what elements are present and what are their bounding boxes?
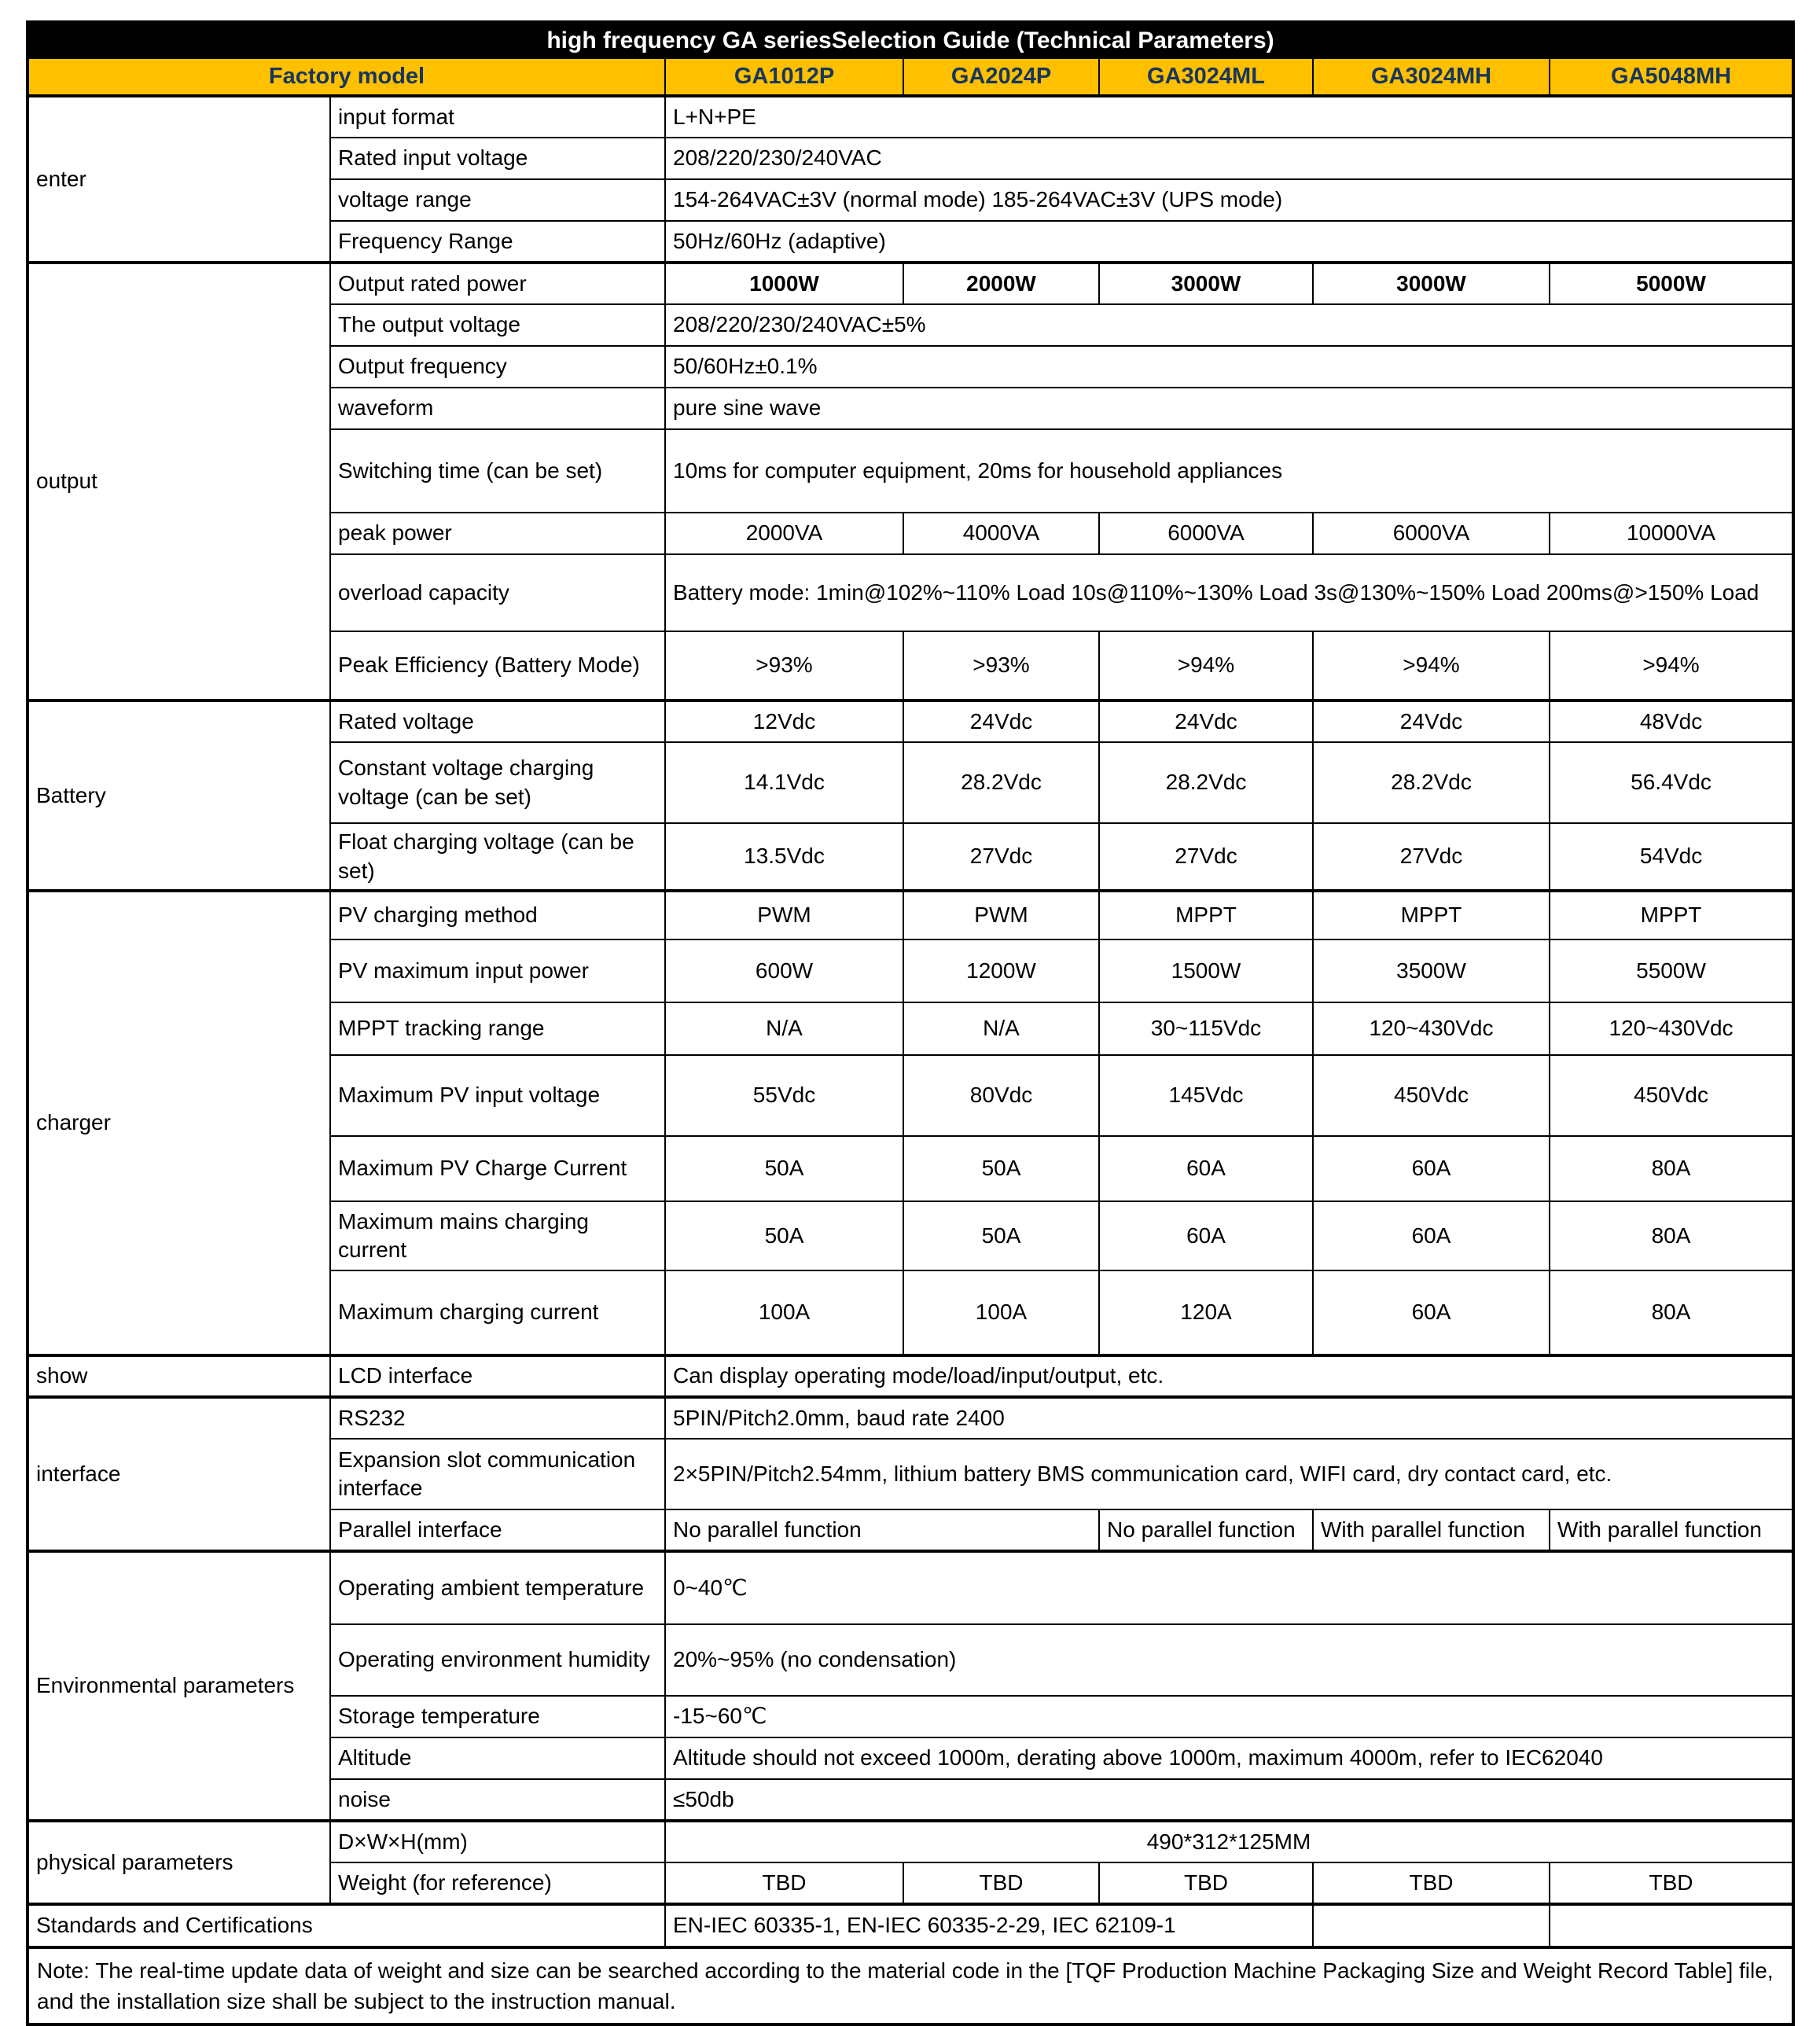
value-float-voltage-ga5048mh: 54Vdc xyxy=(1550,823,1793,891)
value-output-voltage: 208/220/230/240VAC±5% xyxy=(665,304,1793,346)
value-peak-efficiency-ga2024p: >93% xyxy=(903,631,1099,700)
value-max-pv-input-voltage-ga2024p: 80Vdc xyxy=(903,1055,1099,1136)
value-max-mains-charging-current-ga3024ml: 60A xyxy=(1099,1201,1313,1270)
value-operating-temp: 0~40℃ xyxy=(665,1551,1793,1624)
param-altitude: Altitude xyxy=(330,1737,665,1779)
value-max-pv-input-voltage-ga3024mh: 450Vdc xyxy=(1313,1055,1550,1136)
param-rated-input-voltage: Rated input voltage xyxy=(330,138,665,179)
value-mppt-tracking-range-ga5048mh: 120~430Vdc xyxy=(1550,1002,1793,1055)
value-float-voltage-ga1012p: 13.5Vdc xyxy=(665,823,903,891)
param-dimensions: D×W×H(mm) xyxy=(330,1821,665,1862)
value-float-voltage-ga3024mh: 27Vdc xyxy=(1313,823,1550,891)
value-pv-charging-method-ga3024ml: MPPT xyxy=(1099,891,1313,939)
param-max-mains-charging-current: Maximum mains charging current xyxy=(330,1201,665,1270)
section-label-enter: enter xyxy=(28,96,330,263)
value-dimensions: 490*312*125MM xyxy=(665,1821,1793,1862)
param-operating-temp: Operating ambient temperature xyxy=(330,1551,665,1624)
value-max-charging-current-ga5048mh: 80A xyxy=(1550,1270,1793,1355)
value-parallel-interface-ga3024ml: No parallel function xyxy=(1099,1509,1313,1551)
value-expansion-slot: 2×5PIN/Pitch2.54mm, lithium battery BMS communication card, WIFI card, dry contact card, etc. xyxy=(665,1439,1793,1509)
param-overload-capacity: overload capacity xyxy=(330,554,665,631)
value-peak-power-ga5048mh: 10000VA xyxy=(1550,513,1793,554)
section-label-output: output xyxy=(28,263,330,700)
value-weight-ga3024ml: TBD xyxy=(1099,1862,1313,1904)
value-peak-power-ga2024p: 4000VA xyxy=(903,513,1099,554)
section-label-charger: charger xyxy=(28,891,330,1355)
value-constant-voltage-ga3024mh: 28.2Vdc xyxy=(1313,742,1550,823)
param-output-voltage: The output voltage xyxy=(330,304,665,346)
value-parallel-interface-ga3024mh: With parallel function xyxy=(1313,1509,1550,1551)
value-rated-voltage-ga1012p: 12Vdc xyxy=(665,700,903,742)
value-max-pv-charge-current-ga3024ml: 60A xyxy=(1099,1136,1313,1201)
value-mppt-tracking-range-ga2024p: N/A xyxy=(903,1002,1099,1055)
spec-table xyxy=(26,20,1795,2026)
value-switching-time: 10ms for computer equipment, 20ms for household appliances xyxy=(665,429,1793,513)
value-parallel-interface-ga1012p-ga2024p: No parallel function xyxy=(665,1509,1099,1551)
value-max-pv-input-voltage-ga1012p: 55Vdc xyxy=(665,1055,903,1136)
value-weight-ga2024p: TBD xyxy=(903,1862,1099,1904)
value-standards: EN-IEC 60335-1, EN-IEC 60335-2-29, IEC 62109-1 xyxy=(665,1904,1313,1947)
value-output-frequency: 50/60Hz±0.1% xyxy=(665,346,1793,388)
value-max-pv-charge-current-ga1012p: 50A xyxy=(665,1136,903,1201)
value-constant-voltage-ga5048mh: 56.4Vdc xyxy=(1550,742,1793,823)
value-max-charging-current-ga3024mh: 60A xyxy=(1313,1270,1550,1355)
value-max-mains-charging-current-ga3024mh: 60A xyxy=(1313,1201,1550,1270)
value-voltage-range: 154-264VAC±3V (normal mode) 185-264VAC±3V (UPS mode) xyxy=(665,179,1793,221)
value-pv-charging-method-ga1012p: PWM xyxy=(665,891,903,939)
section-label-interface: interface xyxy=(28,1397,330,1551)
value-mppt-tracking-range-ga1012p: N/A xyxy=(665,1002,903,1055)
value-pv-max-input-power-ga5048mh: 5500W xyxy=(1550,939,1793,1002)
value-mppt-tracking-range-ga3024mh: 120~430Vdc xyxy=(1313,1002,1550,1055)
column-header-factory-model: Factory model xyxy=(28,58,665,96)
value-overload-capacity: Battery mode: 1min@102%~110% Load 10s@110%~130% Load 3s@130%~150% Load 200ms@>150% Load xyxy=(665,554,1793,631)
value-standards-ga3024mh-empty xyxy=(1313,1904,1550,1947)
param-frequency-range: Frequency Range xyxy=(330,221,665,263)
section-label-battery: Battery xyxy=(28,700,330,891)
param-float-voltage: Float charging voltage (can be set) xyxy=(330,823,665,891)
param-storage-temp: Storage temperature xyxy=(330,1696,665,1737)
value-pv-charging-method-ga5048mh: MPPT xyxy=(1550,891,1793,939)
value-weight-ga5048mh: TBD xyxy=(1550,1862,1793,1904)
value-pv-max-input-power-ga3024mh: 3500W xyxy=(1313,939,1550,1002)
column-header-ga2024p: GA2024P xyxy=(903,58,1099,96)
param-peak-power: peak power xyxy=(330,513,665,554)
value-storage-temp: -15~60℃ xyxy=(665,1696,1793,1737)
section-label-show: show xyxy=(28,1355,330,1397)
value-weight-ga3024mh: TBD xyxy=(1313,1862,1550,1904)
column-header-ga1012p: GA1012P xyxy=(665,58,903,96)
column-header-ga3024mh: GA3024MH xyxy=(1313,58,1550,96)
param-waveform: waveform xyxy=(330,388,665,429)
value-input-format: L+N+PE xyxy=(665,96,1793,138)
param-input-format: input format xyxy=(330,96,665,138)
value-max-pv-charge-current-ga3024mh: 60A xyxy=(1313,1136,1550,1201)
value-max-pv-charge-current-ga5048mh: 80A xyxy=(1550,1136,1793,1201)
param-peak-efficiency: Peak Efficiency (Battery Mode) xyxy=(330,631,665,700)
value-max-charging-current-ga2024p: 100A xyxy=(903,1270,1099,1355)
value-max-pv-input-voltage-ga5048mh: 450Vdc xyxy=(1550,1055,1793,1136)
value-max-mains-charging-current-ga5048mh: 80A xyxy=(1550,1201,1793,1270)
value-rs232: 5PIN/Pitch2.0mm, baud rate 2400 xyxy=(665,1397,1793,1439)
value-output-rated-power-ga2024p: 2000W xyxy=(903,263,1099,304)
value-parallel-interface-ga5048mh: With parallel function xyxy=(1550,1509,1793,1551)
param-switching-time: Switching time (can be set) xyxy=(330,429,665,513)
param-pv-charging-method: PV charging method xyxy=(330,891,665,939)
value-standards-ga5048mh-empty xyxy=(1550,1904,1793,1947)
value-output-rated-power-ga3024ml: 3000W xyxy=(1099,263,1313,304)
value-noise: ≤50db xyxy=(665,1779,1793,1821)
param-constant-voltage: Constant voltage charging voltage (can be set) xyxy=(330,742,665,823)
param-voltage-range: voltage range xyxy=(330,179,665,221)
note-text: Note: The real-time update data of weight and size can be searched according to the material code in the [TQF Production Machine Packaging Size and Weight Record Table] file, and the installation size shall be subject to the instruction manual. xyxy=(28,1947,1793,2024)
section-label-physical: physical parameters xyxy=(28,1821,330,1904)
param-output-rated-power: Output rated power xyxy=(330,263,665,304)
column-header-ga5048mh: GA5048MH xyxy=(1550,58,1793,96)
param-output-frequency: Output frequency xyxy=(330,346,665,388)
value-frequency-range: 50Hz/60Hz (adaptive) xyxy=(665,221,1793,263)
param-rs232: RS232 xyxy=(330,1397,665,1439)
value-pv-charging-method-ga3024mh: MPPT xyxy=(1313,891,1550,939)
value-peak-efficiency-ga3024mh: >94% xyxy=(1313,631,1550,700)
value-operating-humidity: 20%~95% (no condensation) xyxy=(665,1624,1793,1696)
value-weight-ga1012p: TBD xyxy=(665,1862,903,1904)
value-lcd-interface: Can display operating mode/load/input/output, etc. xyxy=(665,1355,1793,1397)
value-rated-voltage-ga3024mh: 24Vdc xyxy=(1313,700,1550,742)
table-title: high frequency GA seriesSelection Guide (Technical Parameters) xyxy=(28,22,1793,58)
column-header-ga3024ml: GA3024ML xyxy=(1099,58,1313,96)
param-mppt-tracking-range: MPPT tracking range xyxy=(330,1002,665,1055)
param-lcd-interface: LCD interface xyxy=(330,1355,665,1397)
value-output-rated-power-ga1012p: 1000W xyxy=(665,263,903,304)
value-output-rated-power-ga5048mh: 5000W xyxy=(1550,263,1793,304)
value-peak-power-ga1012p: 2000VA xyxy=(665,513,903,554)
param-rated-voltage: Rated voltage xyxy=(330,700,665,742)
value-rated-voltage-ga5048mh: 48Vdc xyxy=(1550,700,1793,742)
value-peak-power-ga3024mh: 6000VA xyxy=(1313,513,1550,554)
value-max-pv-input-voltage-ga3024ml: 145Vdc xyxy=(1099,1055,1313,1136)
value-output-rated-power-ga3024mh: 3000W xyxy=(1313,263,1550,304)
value-pv-max-input-power-ga2024p: 1200W xyxy=(903,939,1099,1002)
value-max-mains-charging-current-ga1012p: 50A xyxy=(665,1201,903,1270)
param-parallel-interface: Parallel interface xyxy=(330,1509,665,1551)
value-constant-voltage-ga2024p: 28.2Vdc xyxy=(903,742,1099,823)
value-waveform: pure sine wave xyxy=(665,388,1793,429)
param-expansion-slot: Expansion slot communication interface xyxy=(330,1439,665,1509)
value-float-voltage-ga3024ml: 27Vdc xyxy=(1099,823,1313,891)
value-mppt-tracking-range-ga3024ml: 30~115Vdc xyxy=(1099,1002,1313,1055)
param-max-pv-charge-current: Maximum PV Charge Current xyxy=(330,1136,665,1201)
param-noise: noise xyxy=(330,1779,665,1821)
value-pv-max-input-power-ga3024ml: 1500W xyxy=(1099,939,1313,1002)
value-peak-efficiency-ga1012p: >93% xyxy=(665,631,903,700)
param-operating-humidity: Operating environment humidity xyxy=(330,1624,665,1696)
value-altitude: Altitude should not exceed 1000m, derating above 1000m, maximum 4000m, refer to IEC62040 xyxy=(665,1737,1793,1779)
value-max-charging-current-ga3024ml: 120A xyxy=(1099,1270,1313,1355)
value-pv-charging-method-ga2024p: PWM xyxy=(903,891,1099,939)
value-rated-input-voltage: 208/220/230/240VAC xyxy=(665,138,1793,179)
value-peak-efficiency-ga3024ml: >94% xyxy=(1099,631,1313,700)
value-rated-voltage-ga2024p: 24Vdc xyxy=(903,700,1099,742)
value-peak-power-ga3024ml: 6000VA xyxy=(1099,513,1313,554)
value-pv-max-input-power-ga1012p: 600W xyxy=(665,939,903,1002)
value-max-pv-charge-current-ga2024p: 50A xyxy=(903,1136,1099,1201)
param-pv-max-input-power: PV maximum input power xyxy=(330,939,665,1002)
value-rated-voltage-ga3024ml: 24Vdc xyxy=(1099,700,1313,742)
value-peak-efficiency-ga5048mh: >94% xyxy=(1550,631,1793,700)
value-max-mains-charging-current-ga2024p: 50A xyxy=(903,1201,1099,1270)
value-max-charging-current-ga1012p: 100A xyxy=(665,1270,903,1355)
value-constant-voltage-ga3024ml: 28.2Vdc xyxy=(1099,742,1313,823)
param-weight: Weight (for reference) xyxy=(330,1862,665,1904)
param-max-charging-current: Maximum charging current xyxy=(330,1270,665,1355)
value-float-voltage-ga2024p: 27Vdc xyxy=(903,823,1099,891)
value-constant-voltage-ga1012p: 14.1Vdc xyxy=(665,742,903,823)
param-max-pv-input-voltage: Maximum PV input voltage xyxy=(330,1055,665,1136)
param-standards: Standards and Certifications xyxy=(28,1904,665,1947)
section-label-environmental: Environmental parameters xyxy=(28,1551,330,1821)
